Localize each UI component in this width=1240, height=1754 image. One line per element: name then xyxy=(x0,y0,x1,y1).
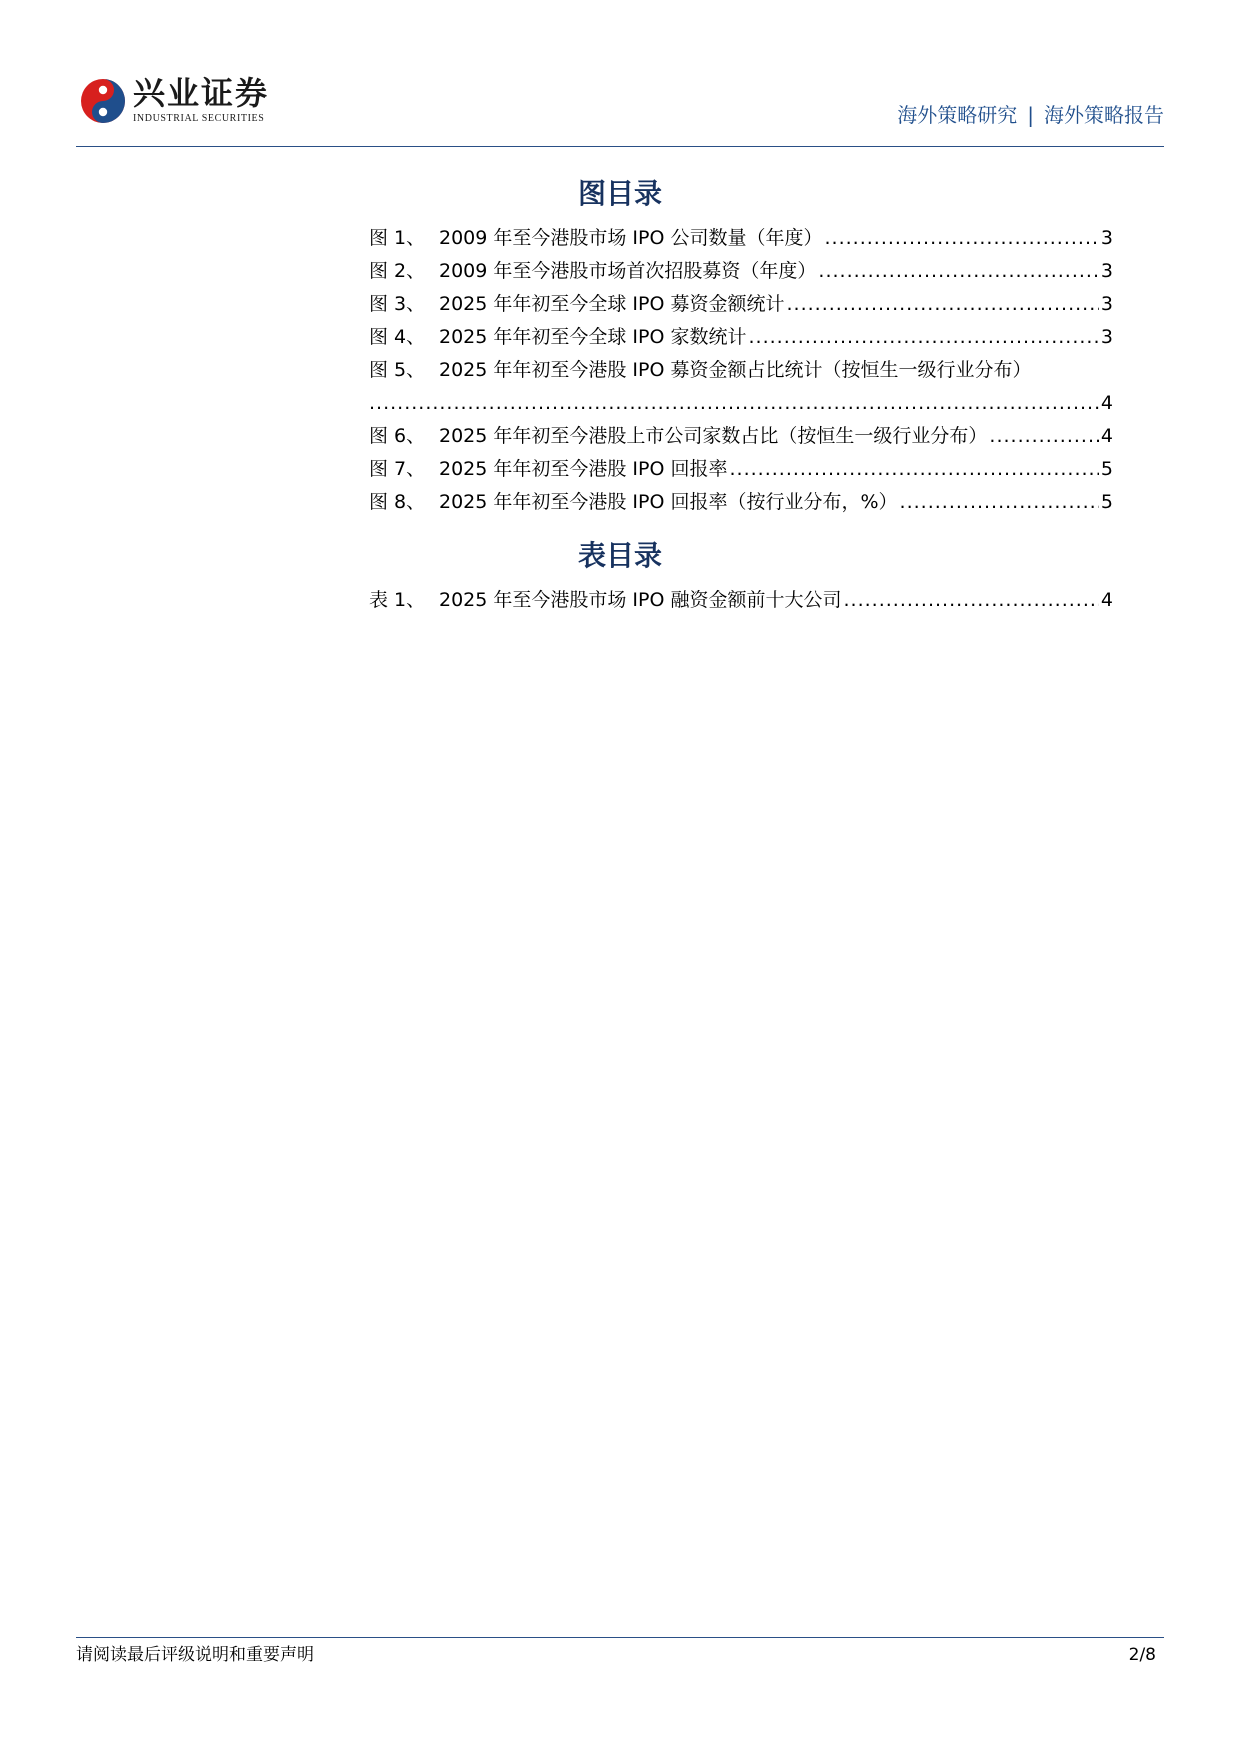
toc-leader-dots xyxy=(900,486,1099,519)
toc-item-page: 4 xyxy=(1100,589,1113,611)
page-indicator: 2/8 xyxy=(1128,1645,1156,1665)
report-category xyxy=(897,102,1164,128)
toc-item[interactable] xyxy=(369,354,1113,387)
footer-divider xyxy=(76,1637,1164,1638)
toc-item-number: 图 7、 xyxy=(369,458,426,480)
toc-item[interactable] xyxy=(369,288,1113,321)
table-toc-title: 表目录 xyxy=(577,539,662,572)
page-header xyxy=(0,0,1240,150)
toc-leader-dots xyxy=(730,453,1099,486)
category-label: 海外策略研究 xyxy=(897,103,1018,127)
toc-item-text: 2009 年至今港股市场首次招股募资（年度） xyxy=(439,260,817,282)
header-divider xyxy=(76,146,1164,147)
toc-item[interactable] xyxy=(369,486,1113,519)
industrial-securities-logo-icon xyxy=(80,78,126,124)
toc-item-page: 3 xyxy=(1100,227,1113,249)
toc-item[interactable] xyxy=(369,321,1113,354)
toc-leader-dots xyxy=(818,255,1099,288)
toc-item-text: 2025 年年初至今港股上市公司家数占比（按恒生一级行业分布） xyxy=(439,425,988,447)
toc-item-number: 图 3、 xyxy=(369,293,426,315)
toc-item-text: 2025 年至今港股市场 IPO 融资金额前十大公司 xyxy=(439,589,842,611)
company-name-cn: 兴业证券 xyxy=(133,74,270,112)
toc-leader-dots xyxy=(825,222,1099,255)
report-type-label: 海外策略报告 xyxy=(1044,103,1164,127)
toc-item-number: 图 6、 xyxy=(369,425,426,447)
toc-item-number: 表 1、 xyxy=(369,589,426,611)
company-name-en: INDUSTRIAL SECURITIES xyxy=(133,113,265,124)
toc-item-page: 3 xyxy=(1100,293,1113,315)
toc-item-number: 图 4、 xyxy=(369,326,426,348)
figure-toc-list xyxy=(369,222,1113,519)
toc-item[interactable] xyxy=(369,420,1113,453)
toc-leader-dots xyxy=(787,288,1099,321)
toc-item-number: 图 8、 xyxy=(369,491,426,513)
toc-leader-dots xyxy=(989,420,1099,453)
toc-item-text: 2025 年年初至今港股 IPO 回报率（按行业分布，%） xyxy=(439,491,898,513)
toc-item-page: 4 xyxy=(1100,392,1113,414)
toc-item-page: 5 xyxy=(1100,491,1113,513)
toc-item-page: 4 xyxy=(1100,425,1113,447)
toc-leader-dots xyxy=(844,584,1099,617)
header-separator: | xyxy=(1027,103,1034,127)
figure-toc-title: 图目录 xyxy=(577,177,662,210)
toc-item[interactable] xyxy=(369,453,1113,486)
toc-item[interactable] xyxy=(369,222,1113,255)
toc-item-number: 图 2、 xyxy=(369,260,426,282)
toc-item-number: 图 5、 xyxy=(369,359,426,381)
toc-item-text: 2025 年年初至今港股 IPO 回报率 xyxy=(439,458,728,480)
table-toc-list xyxy=(369,584,1113,617)
toc-leader-dots xyxy=(749,321,1099,354)
toc-item-page: 3 xyxy=(1100,326,1113,348)
footer-disclaimer: 请阅读最后评级说明和重要声明 xyxy=(76,1645,314,1665)
toc-item-number: 图 1、 xyxy=(369,227,426,249)
toc-item-text: 2025 年年初至今全球 IPO 募资金额统计 xyxy=(439,293,785,315)
toc-leader-dots xyxy=(369,387,1099,420)
toc-item-page: 3 xyxy=(1100,260,1113,282)
toc-item[interactable] xyxy=(369,584,1113,617)
toc-item-continued[interactable] xyxy=(369,387,1113,420)
toc-item-text: 2025 年年初至今全球 IPO 家数统计 xyxy=(439,326,747,348)
toc-item-text: 2025 年年初至今港股 IPO 募资金额占比统计（按恒生一级行业分布） xyxy=(439,359,1032,381)
toc-item-text: 2009 年至今港股市场 IPO 公司数量（年度） xyxy=(439,227,823,249)
toc-item-page: 5 xyxy=(1100,458,1113,480)
toc-item[interactable] xyxy=(369,255,1113,288)
